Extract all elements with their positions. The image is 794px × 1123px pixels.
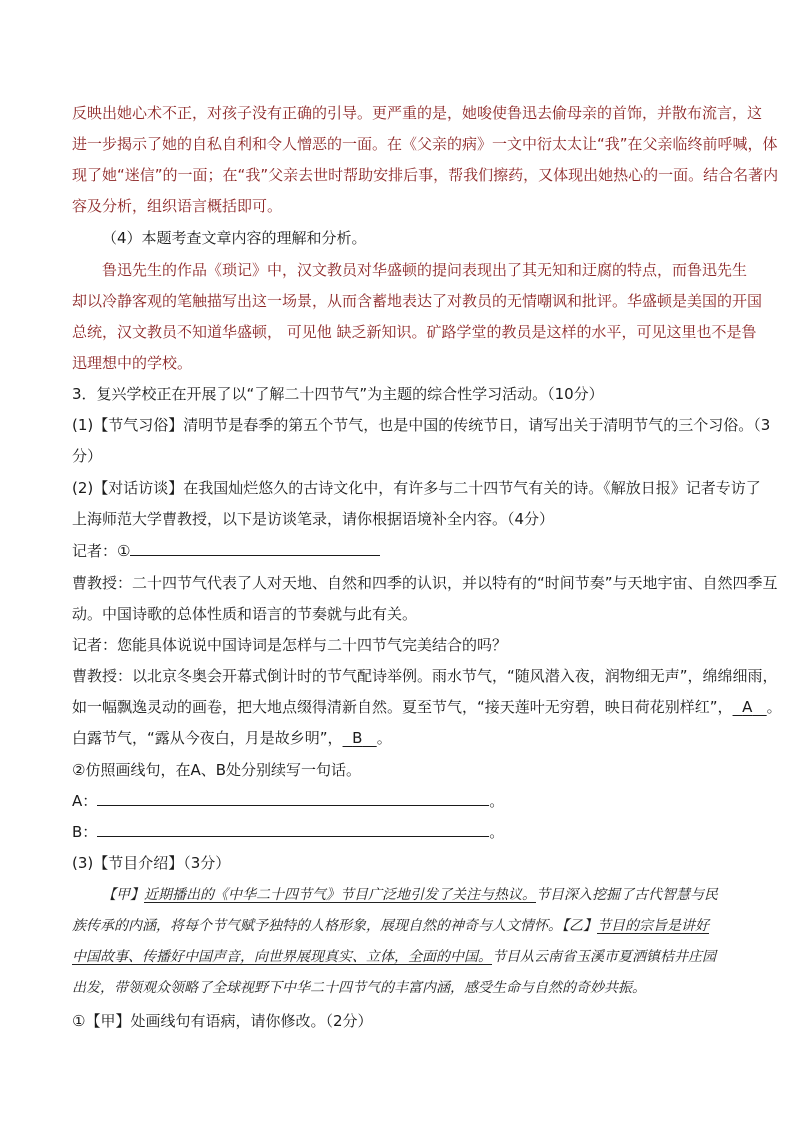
answer-blank-a[interactable] (97, 791, 489, 806)
cao-answer-1: 曹教授：二十四节气代表了人对天地、自然和四季的认识，并以特有的“时间节奏”与天地宇宙、自然四季互 (72, 574, 778, 592)
cao-answer-1-cont: 动。中国诗歌的总体性质和语言的节奏就与此有关。 (72, 605, 418, 623)
cao-text: 白露节气，“露从今夜白，月是故乡明”， (72, 729, 343, 747)
underlined-sentence-yi: 节目的宗旨是讲好 (597, 918, 709, 934)
subquestion-2: (2)【对话访谈】在我国灿烂悠久的古诗文化中，有许多与二十四节气有关的诗。《解放日报》记者专访了 (72, 479, 761, 497)
cao-answer-2-line3 (72, 728, 392, 748)
task-3: ①【甲】处画线句有语病，请你修改。（2分） (72, 1012, 373, 1030)
subquestion-2-cont: 上海师范大学曹教授，以下是访谈笔录，请你根据语境补全内容。（4分） (72, 510, 555, 528)
analysis-line: 总统，汉文教员不知道华盛顿， 可见他 缺乏新知识。矿路学堂的教员是这样的水平，可见这里也不是鲁 (72, 323, 757, 341)
subquestion-3: (3)【节目介绍】（3分） (72, 854, 231, 872)
answer-blank-1[interactable] (130, 541, 380, 556)
period: 。 (489, 823, 505, 841)
line-a-label: A： (72, 792, 98, 810)
blank-a (733, 698, 767, 716)
analysis-heading: （4）本题考查文章内容的理解和分析。 (102, 229, 367, 247)
underlined-sentence-yi-cont: 中国故事、传播好中国声音，向世界展现真实、立体，全面的中国。 (72, 949, 492, 965)
cao-answer-2: 曹教授：以北京冬奥会开幕式倒计时的节气配诗举例。雨水节气，“随风潜入夜，润物细无声”，绵绵细雨， (72, 667, 778, 685)
analysis-line: 鲁迅先生的作品《琐记》中，汉文教员对华盛顿的提问表现出了其无知和迂腐的特点，而鲁迅先生 (102, 261, 748, 279)
blank-b (343, 729, 377, 747)
line-b-label: B： (72, 823, 98, 841)
passage-line-1 (102, 885, 718, 905)
passage-text: 族传承的内涵，将每个节气赋予独特的人格形象，展现自然的神奇与人文情怀。【乙】 (72, 918, 597, 934)
passage-text: 节目从云南省玉溪市夏洒镇桔井庄园 (492, 949, 716, 965)
analysis-line: 容及分析，组织语言概括即可。 (72, 197, 283, 215)
period: 。 (766, 698, 782, 716)
passage-line-4: 出发，带领观众领略了全球视野下中华二十四节气的丰富内涵，感受生命与自然的奇妙共振。 (72, 980, 646, 996)
passage-label-jia: 【甲】 (102, 887, 144, 903)
cao-text: 如一幅飘逸灵动的画卷，把大地点缀得清新自然。夏至节气，“接天莲叶无穷碧，映日荷花别样红”， (72, 698, 733, 716)
reporter-label: 记者：① (72, 542, 131, 560)
underlined-sentence-jia: 近期播出的《中华二十四节气》节目广泛地引发了关注与热议。 (144, 887, 536, 903)
passage-text: 节目深入挖掘了古代智慧与民 (536, 887, 718, 903)
analysis-line: 反映出她心术不正，对孩子没有正确的引导。更严重的是，她唆使鲁迅去偷母亲的首饰，并散布流言，这 (72, 104, 763, 122)
passage-line-2 (72, 916, 709, 936)
blank-a-label: A (742, 698, 753, 716)
analysis-line: 却以冷静客观的笔触描写出这一场景，从而含蓄地表达了对教员的无情嘲讽和批评。华盛顿是美国的开国 (72, 292, 763, 310)
reporter-question-2: 记者：您能具体说说中国诗词是怎样与二十四节气完美结合的吗？ (72, 636, 508, 654)
passage-line-3 (72, 947, 716, 967)
cao-answer-2-line2 (72, 697, 782, 717)
task-2: ②仿照画线句，在A、B处分别续写一句话。 (72, 761, 362, 779)
analysis-line: 迅理想中的学校。 (72, 354, 193, 372)
subquestion-1-cont: 分） (72, 447, 103, 465)
reporter-question-1 (72, 541, 380, 561)
subquestion-1: (1)【节气习俗】清明节是春季的第五个节气，也是中国的传统节日，请写出关于清明节气的三个习俗。（3 (72, 416, 771, 434)
period: 。 (489, 792, 505, 810)
answer-blank-b[interactable] (97, 822, 489, 837)
answer-line-a (72, 791, 504, 811)
analysis-line: 进一步揭示了她的自私自利和令人憎恶的一面。在《父亲的病》一文中衍太太让“我”在父亲临终前呼喊，体 (72, 135, 778, 153)
question-stem: 3．复兴学校正在开展了以“了解二十四节气”为主题的综合性学习活动。（10分） (72, 385, 604, 403)
analysis-line: 现了她“迷信”的一面；在“我”父亲去世时帮助安排后事，帮我们擦药，又体现出她热心的一面。结合名著内 (72, 166, 779, 184)
answer-line-b (72, 822, 504, 842)
blank-b-label: B (352, 729, 363, 747)
period: 。 (376, 729, 392, 747)
